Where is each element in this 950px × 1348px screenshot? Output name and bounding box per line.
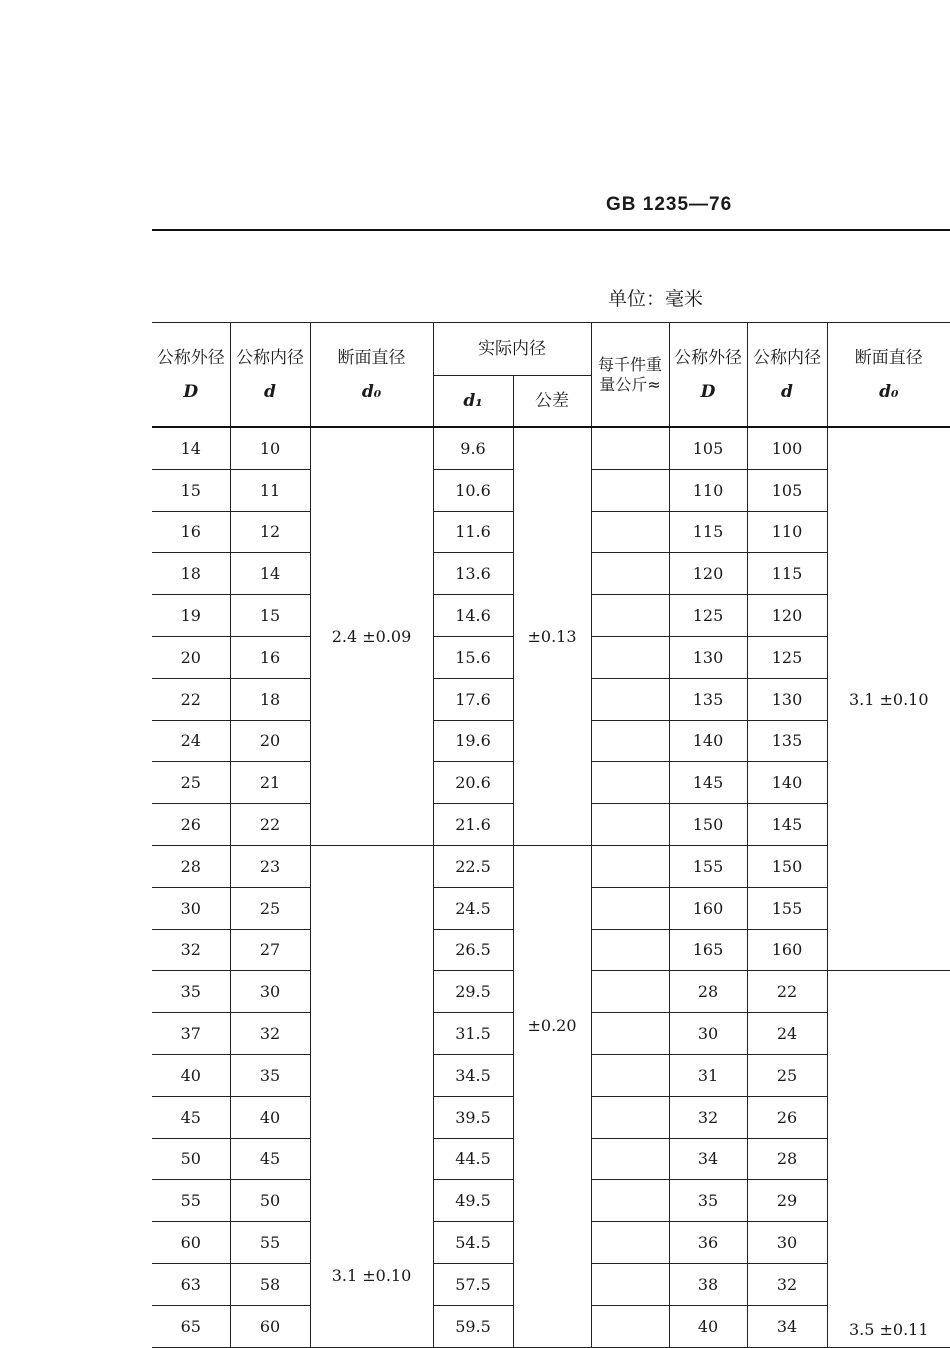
cell-actual-d1: 22.5 <box>433 845 513 887</box>
cell-weight <box>591 595 669 637</box>
cell-outer-d: 18 <box>152 553 230 595</box>
cell-actual-d1: 34.5 <box>433 1054 513 1096</box>
table-body <box>152 427 950 1347</box>
cell-section-group-2: 3.1 ±0.10 <box>310 845 433 1347</box>
cell-outer-d: 37 <box>152 1013 230 1055</box>
cell-section-right-group-2: 3.5 ±0.11 <box>827 971 950 1347</box>
cell-actual-d1: 29.5 <box>433 971 513 1013</box>
cell-inner-d-right: 110 <box>747 511 827 553</box>
cell-outer-d: 20 <box>152 636 230 678</box>
cell-actual-d1: 59.5 <box>433 1305 513 1347</box>
cell-weight <box>591 1305 669 1347</box>
cell-inner-d: 10 <box>230 427 310 469</box>
cell-actual-d1: 49.5 <box>433 1180 513 1222</box>
cell-outer-d: 14 <box>152 427 230 469</box>
cell-inner-d-right: 105 <box>747 469 827 511</box>
cell-outer-d: 60 <box>152 1222 230 1264</box>
cell-actual-d1: 14.6 <box>433 595 513 637</box>
cell-actual-d1: 26.5 <box>433 929 513 971</box>
cell-inner-d-right: 25 <box>747 1054 827 1096</box>
cell-weight <box>591 762 669 804</box>
cell-outer-d-right: 35 <box>669 1180 747 1222</box>
cell-inner-d-right: 32 <box>747 1263 827 1305</box>
cell-inner-d-right: 120 <box>747 595 827 637</box>
cell-inner-d-right: 34 <box>747 1305 827 1347</box>
cell-outer-d: 63 <box>152 1263 230 1305</box>
col-inner-diameter-right: 公称内径 d <box>747 323 827 428</box>
cell-actual-d1: 19.6 <box>433 720 513 762</box>
cell-inner-d-right: 160 <box>747 929 827 971</box>
cell-outer-d-right: 160 <box>669 887 747 929</box>
cell-inner-d: 55 <box>230 1222 310 1264</box>
cell-actual-d1: 21.6 <box>433 804 513 846</box>
cell-inner-d: 27 <box>230 929 310 971</box>
cell-actual-d1: 44.5 <box>433 1138 513 1180</box>
cell-tolerance-group-2: ±0.20 <box>513 845 591 1347</box>
table-row <box>152 427 950 469</box>
cell-inner-d: 16 <box>230 636 310 678</box>
cell-actual-d1: 39.5 <box>433 1096 513 1138</box>
cell-weight <box>591 636 669 678</box>
cell-weight <box>591 1180 669 1222</box>
cell-inner-d-right: 115 <box>747 553 827 595</box>
cell-weight <box>591 553 669 595</box>
cell-inner-d: 23 <box>230 845 310 887</box>
cell-outer-d-right: 28 <box>669 971 747 1013</box>
cell-weight <box>591 887 669 929</box>
cell-outer-d: 22 <box>152 678 230 720</box>
cell-inner-d: 25 <box>230 887 310 929</box>
cell-inner-d: 45 <box>230 1138 310 1180</box>
cell-outer-d: 28 <box>152 845 230 887</box>
cell-inner-d-right: 135 <box>747 720 827 762</box>
cell-inner-d: 12 <box>230 511 310 553</box>
col-weight-per-thousand: 每千件重量公斤≈ <box>591 323 669 428</box>
cell-inner-d: 32 <box>230 1013 310 1055</box>
cell-outer-d-right: 120 <box>669 553 747 595</box>
cell-outer-d: 24 <box>152 720 230 762</box>
cell-inner-d-right: 140 <box>747 762 827 804</box>
cell-outer-d-right: 31 <box>669 1054 747 1096</box>
cell-inner-d-right: 100 <box>747 427 827 469</box>
cell-inner-d: 60 <box>230 1305 310 1347</box>
cell-weight <box>591 1222 669 1264</box>
cell-actual-d1: 9.6 <box>433 427 513 469</box>
cell-inner-d-right: 125 <box>747 636 827 678</box>
cell-outer-d: 40 <box>152 1054 230 1096</box>
header-rule <box>152 229 950 231</box>
cell-actual-d1: 17.6 <box>433 678 513 720</box>
cell-outer-d-right: 145 <box>669 762 747 804</box>
cell-outer-d-right: 36 <box>669 1222 747 1264</box>
cell-weight <box>591 469 669 511</box>
cell-outer-d-right: 125 <box>669 595 747 637</box>
cell-inner-d: 58 <box>230 1263 310 1305</box>
cell-outer-d-right: 30 <box>669 1013 747 1055</box>
col-section-diameter-right: 断面直径 d₀ <box>827 323 950 428</box>
dimension-table <box>152 322 950 1348</box>
cell-inner-d: 40 <box>230 1096 310 1138</box>
cell-inner-d: 18 <box>230 678 310 720</box>
cell-tolerance-group-1: ±0.13 <box>513 427 591 845</box>
cell-weight <box>591 678 669 720</box>
cell-inner-d: 15 <box>230 595 310 637</box>
cell-inner-d: 21 <box>230 762 310 804</box>
cell-inner-d: 50 <box>230 1180 310 1222</box>
cell-inner-d-right: 28 <box>747 1138 827 1180</box>
cell-outer-d-right: 110 <box>669 469 747 511</box>
cell-outer-d-right: 34 <box>669 1138 747 1180</box>
cell-actual-d1: 54.5 <box>433 1222 513 1264</box>
standard-number: GB 1235—76 <box>606 194 733 215</box>
col-section-diameter: 断面直径 d₀ <box>310 323 433 428</box>
cell-section-right-group-1: 3.1 ±0.10 <box>827 427 950 971</box>
cell-outer-d-right: 38 <box>669 1263 747 1305</box>
cell-inner-d-right: 30 <box>747 1222 827 1264</box>
col-inner-diameter: 公称内径 d <box>230 323 310 428</box>
cell-actual-d1: 10.6 <box>433 469 513 511</box>
cell-inner-d: 35 <box>230 1054 310 1096</box>
cell-inner-d-right: 130 <box>747 678 827 720</box>
cell-outer-d: 65 <box>152 1305 230 1347</box>
cell-inner-d: 20 <box>230 720 310 762</box>
cell-inner-d: 22 <box>230 804 310 846</box>
cell-actual-d1: 31.5 <box>433 1013 513 1055</box>
cell-outer-d-right: 150 <box>669 804 747 846</box>
cell-outer-d-right: 165 <box>669 929 747 971</box>
col-outer-diameter-right: 公称外径 D <box>669 323 747 428</box>
cell-weight <box>591 1096 669 1138</box>
cell-outer-d: 45 <box>152 1096 230 1138</box>
cell-outer-d-right: 130 <box>669 636 747 678</box>
table-header <box>152 323 950 428</box>
cell-outer-d: 26 <box>152 804 230 846</box>
cell-weight <box>591 427 669 469</box>
cell-outer-d-right: 32 <box>669 1096 747 1138</box>
col-actual-d1: d₁ <box>433 376 513 428</box>
cell-inner-d-right: 24 <box>747 1013 827 1055</box>
col-actual-inner-diameter: 实际内径 <box>433 323 591 376</box>
cell-actual-d1: 24.5 <box>433 887 513 929</box>
cell-inner-d: 30 <box>230 971 310 1013</box>
cell-outer-d-right: 135 <box>669 678 747 720</box>
col-tolerance: 公差 <box>513 376 591 428</box>
cell-outer-d: 15 <box>152 469 230 511</box>
cell-weight <box>591 804 669 846</box>
unit-label: 单位：毫米 <box>608 288 704 310</box>
cell-actual-d1: 15.6 <box>433 636 513 678</box>
cell-weight <box>591 1013 669 1055</box>
col-outer-diameter: 公称外径 D <box>152 323 230 428</box>
cell-outer-d-right: 140 <box>669 720 747 762</box>
cell-outer-d: 35 <box>152 971 230 1013</box>
cell-inner-d: 14 <box>230 553 310 595</box>
cell-outer-d: 25 <box>152 762 230 804</box>
cell-inner-d-right: 145 <box>747 804 827 846</box>
cell-inner-d-right: 150 <box>747 845 827 887</box>
cell-outer-d: 55 <box>152 1180 230 1222</box>
cell-inner-d-right: 26 <box>747 1096 827 1138</box>
cell-actual-d1: 13.6 <box>433 553 513 595</box>
cell-outer-d: 32 <box>152 929 230 971</box>
cell-actual-d1: 11.6 <box>433 511 513 553</box>
cell-weight <box>591 929 669 971</box>
cell-actual-d1: 57.5 <box>433 1263 513 1305</box>
cell-outer-d: 50 <box>152 1138 230 1180</box>
cell-inner-d-right: 29 <box>747 1180 827 1222</box>
cell-weight <box>591 511 669 553</box>
cell-weight <box>591 1138 669 1180</box>
cell-outer-d: 16 <box>152 511 230 553</box>
cell-outer-d: 30 <box>152 887 230 929</box>
cell-inner-d: 11 <box>230 469 310 511</box>
cell-weight <box>591 971 669 1013</box>
cell-weight <box>591 1263 669 1305</box>
cell-outer-d: 19 <box>152 595 230 637</box>
cell-outer-d-right: 115 <box>669 511 747 553</box>
cell-outer-d-right: 155 <box>669 845 747 887</box>
cell-actual-d1: 20.6 <box>433 762 513 804</box>
cell-outer-d-right: 40 <box>669 1305 747 1347</box>
cell-outer-d-right: 105 <box>669 427 747 469</box>
cell-section-group-1: 2.4 ±0.09 <box>310 427 433 845</box>
cell-weight <box>591 720 669 762</box>
cell-inner-d-right: 155 <box>747 887 827 929</box>
cell-inner-d-right: 22 <box>747 971 827 1013</box>
cell-weight <box>591 1054 669 1096</box>
cell-weight <box>591 845 669 887</box>
